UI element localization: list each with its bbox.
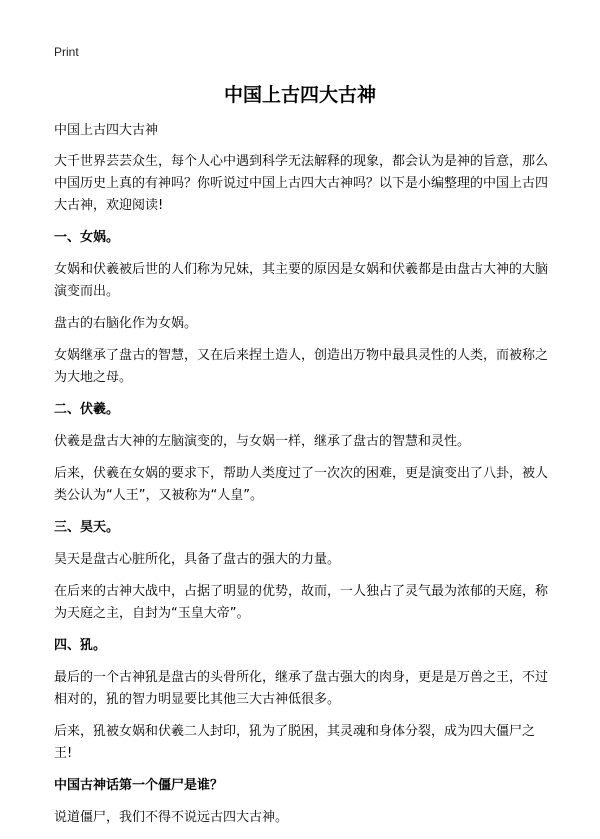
section-paragraph: 伏羲是盘古大神的左脑演变的，与女娲一样，继承了盘古的智慧和灵性。 [54, 434, 471, 449]
intro-paragraph: 大千世界芸芸众生，每个人心中遇到科学无法解释的现象，都会认为是神的旨意，那么中国历史上真的有神吗？你听说过中国上古四大古神吗？以下是小编整理的中国上古四大古神，欢迎阅读! [54, 154, 549, 213]
section-paragraph: 说道僵尸，我们不得不说远古四大古神。 [54, 810, 289, 825]
section-heading-hou: 四、犼。 [54, 638, 107, 653]
article-body [54, 120, 548, 839]
section-heading-nuwa: 一、女娲。 [54, 230, 120, 245]
print-label: Print [54, 45, 79, 59]
section-paragraph: 昊天是盘古心脏所化，具备了盘古的强大的力量。 [54, 552, 341, 567]
page-title: 中国上古四大古神 [223, 84, 376, 106]
section-paragraph: 后来，伏羲在女娲的要求下，帮助人类度过了一次次的困难，更是演变出了八卦，被人类公认为“人王”，又被称为“人皇”。 [54, 466, 549, 503]
section-paragraph: 盘古的右脑化作为女娲。 [54, 316, 198, 331]
section-heading-haotian: 三、昊天。 [54, 520, 120, 535]
section-paragraph: 女娲和伏羲被后世的人们称为兄妹，其主要的原因是女娲和伏羲都是由盘古大神的大脑演变而出。 [54, 262, 549, 299]
section-heading-first-zombie: 中国古神话第一个僵尸是谁？ [54, 778, 224, 793]
section-paragraph: 女娲继承了盘古的智慧，又在后来捏土造人，创造出万物中最具灵性的人类，而被称之为大地之母。 [54, 348, 549, 385]
section-paragraph: 最后的一个古神犼是盘古的头骨所化，继承了盘古强大的肉身，更是是万兽之王，不过相对的，犼的智力明显要比其他三大古神低很多。 [54, 670, 549, 707]
section-heading-fuxi: 二、伏羲。 [54, 402, 120, 417]
article-subtitle: 中国上古四大古神 [54, 123, 159, 138]
section-paragraph: 后来，犼被女娲和伏羲二人封印，犼为了脱困，其灵魂和身体分裂，成为四大僵尸之王! [54, 724, 536, 761]
section-paragraph: 在后来的古神大战中，占据了明显的优势，故而，一人独占了灵气最为浓郁的天庭，称为天庭之主，自封为“玉皇大帝”。 [54, 584, 549, 621]
